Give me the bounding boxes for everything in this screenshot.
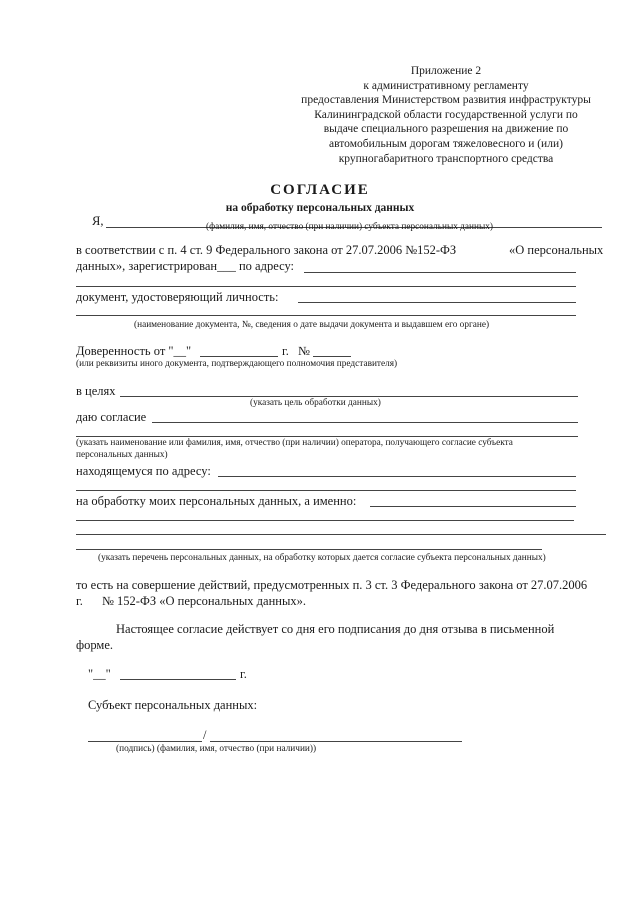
header-line: Калининградской области государственной услуги по [314,108,578,121]
personal-data-list-line-3[interactable] [76,534,606,535]
fio-caption: (фамилия, имя, отчество (при наличии) субъекта персональных данных) [206,222,493,232]
personal-data-list-line-2[interactable] [76,520,574,521]
actions-line2-law: № 152-ФЗ «О персональных данных». [102,594,306,608]
document-subtitle: на обработку персональных данных [225,202,415,214]
operator-caption-line2: персональных данных) [76,450,168,460]
header-line: автомобильным дорогам тяжеловесного и (или) [329,137,563,150]
law-reference-line1-left: в соответствии с п. 4 ст. 9 Федерального закона от 27.07.2006 №152-ФЗ [76,243,457,257]
document-title: СОГЛАСИЕ [270,182,370,198]
identity-document-label: документ, удостоверяющий личность: [76,290,279,304]
date-year-label: г. [240,667,247,681]
address-field-line-2[interactable] [76,286,576,287]
proxy-date-field-line[interactable] [200,356,278,357]
address-field-line[interactable] [304,272,576,273]
proxy-label: Доверенность от "__" [76,344,192,358]
identity-document-caption: (наименование документа, №, сведения о дате выдачи документа и выдавшем его органе) [134,320,490,330]
proxy-year-label: г. [282,344,289,358]
header-line: Приложение 2 [410,65,482,77]
processing-label: на обработку моих персональных данных, а именно: [76,494,357,508]
consent-label: даю согласие [76,410,147,424]
signature-field-line[interactable] [88,741,202,742]
header-line: выдаче специального разрешения на движение по [323,123,569,136]
validity-line1: Настоящее согласие действует со дня его подписания до дня отзыва в письменной [116,622,555,636]
personal-data-list-line[interactable] [370,506,576,507]
proxy-number-field-line[interactable] [313,356,351,357]
date-open-quote: "__" [88,667,111,681]
date-field-line[interactable] [120,679,236,680]
actions-line1: то есть на совершение действий, предусмотренных п. 3 ст. 3 Федерального закона от 27.07.2006 [76,578,588,592]
appendix-header [282,64,610,166]
header-line: к административному регламенту [363,79,529,92]
subject-label: Субъект персональных данных: [88,698,258,712]
purpose-field-line[interactable] [120,396,578,397]
validity-line2: форме. [76,638,113,652]
location-field-line-2[interactable] [76,490,576,491]
header-line: предоставления Министерством развития инфраструктуры [301,94,591,107]
registered-address-label: данных», зарегистрирован___ по адресу: [76,259,295,273]
purpose-label: в целях [76,384,116,398]
proxy-caption: (или реквизиты иного документа, подтверждающего полномочия представителя) [76,359,398,369]
location-field-line[interactable] [218,476,576,477]
location-label: находящемуся по адресу: [76,464,211,478]
law-reference-line1-right: «О персональных [509,243,604,257]
personal-data-list-caption: (указать перечень персональных данных, на обработку которых дается согласие субъекта персональных данных) [98,553,546,563]
personal-data-list-line-4[interactable] [76,549,542,550]
identity-document-field-line-2[interactable] [76,315,576,316]
signature-caption: (подпись) (фамилия, имя, отчество (при наличии)) [116,744,317,754]
operator-field-line-2[interactable] [76,436,578,437]
header-line: крупногабаритного транспортного средства [338,152,554,165]
purpose-caption: (указать цель обработки данных) [250,398,381,408]
actions-line2-year: г. [76,594,83,608]
operator-caption-line1: (указать наименование или фамилия, имя, отчество (при наличии) оператора, получающего согласие субъекта [76,438,513,448]
operator-caption [76,438,610,449]
subject-name-field-line[interactable] [210,741,462,742]
proxy-number-label: № [298,344,310,358]
operator-field-line[interactable] [152,422,578,423]
identity-document-field-line[interactable] [298,302,576,303]
ya-label: Я, [92,214,104,228]
signature-slash: / [203,728,207,742]
